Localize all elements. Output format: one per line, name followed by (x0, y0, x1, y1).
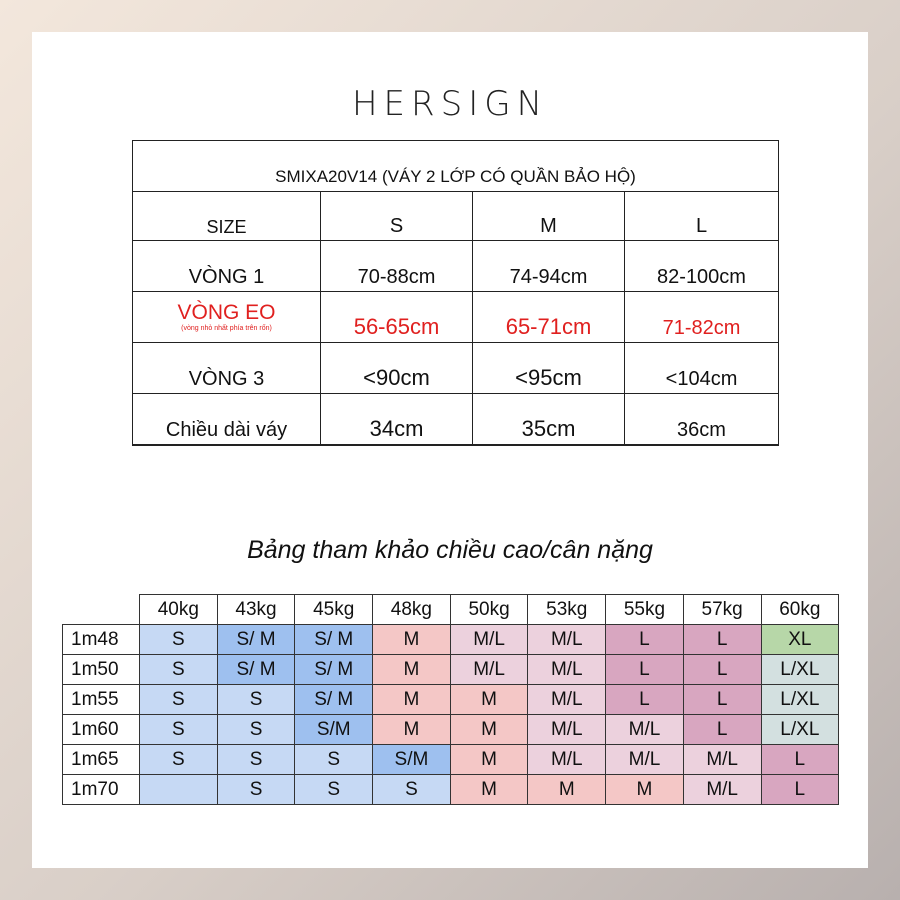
size-cell: M (450, 745, 528, 775)
height-label: 1m60 (63, 715, 140, 745)
size-cell: L (683, 625, 761, 655)
waist-l: 71-82cm (625, 292, 779, 343)
size-cell: L (761, 775, 839, 805)
size-cell: XL (761, 625, 839, 655)
height-label: 1m55 (63, 685, 140, 715)
hip-l: <104cm (625, 343, 779, 394)
weight-header: 40kg (140, 595, 218, 625)
size-cell: M (606, 775, 684, 805)
size-cell: M (373, 685, 451, 715)
size-cell: M/L (528, 715, 606, 745)
length-row (133, 394, 779, 446)
size-cell: M (528, 775, 606, 805)
size-cell: M (450, 775, 528, 805)
weight-header: 48kg (373, 595, 451, 625)
size-header-row (133, 192, 779, 241)
height-label: 1m50 (63, 655, 140, 685)
size-cell (140, 775, 218, 805)
height-row-1m48 (63, 625, 839, 655)
waist-row (133, 292, 779, 343)
bust-l: 82-100cm (625, 241, 779, 292)
waist-label: VÒNG EO (177, 300, 276, 324)
waist-m: 65-71cm (473, 292, 625, 343)
weight-header-row (63, 595, 839, 625)
size-cell: L/XL (761, 655, 839, 685)
height-row-1m70 (63, 775, 839, 805)
size-cell: M (373, 655, 451, 685)
size-cell: M (450, 685, 528, 715)
weight-header: 45kg (295, 595, 373, 625)
size-cell: M/L (450, 655, 528, 685)
size-header-s: S (321, 192, 473, 241)
size-cell: S/ M (217, 655, 295, 685)
size-cell: S (217, 775, 295, 805)
size-cell: M/L (528, 745, 606, 775)
length-m: 35cm (473, 394, 625, 446)
size-cell: M (373, 625, 451, 655)
size-cell: S (140, 715, 218, 745)
corner-cell (63, 595, 140, 625)
size-cell: S (140, 745, 218, 775)
size-cell: L (683, 655, 761, 685)
size-cell: L (761, 745, 839, 775)
bust-s: 70-88cm (321, 241, 473, 292)
size-cell: M/L (606, 715, 684, 745)
waist-note: (vòng nhỏ nhất phía trên rốn) (181, 325, 272, 333)
size-header-l: L (625, 192, 779, 241)
weight-header: 50kg (450, 595, 528, 625)
size-cell: M/L (683, 745, 761, 775)
reference-subtitle: Bảng tham khảo chiều cao/cân nặng (247, 536, 653, 564)
size-cell: M/L (606, 745, 684, 775)
height-label: 1m70 (63, 775, 140, 805)
size-cell: L (683, 715, 761, 745)
size-cell: M/L (528, 685, 606, 715)
size-cell: L/XL (761, 685, 839, 715)
page-card (32, 32, 868, 868)
height-row-1m55 (63, 685, 839, 715)
size-cell: M/L (450, 625, 528, 655)
size-cell: S (295, 745, 373, 775)
size-cell: S/ M (295, 655, 373, 685)
size-cell: S (217, 745, 295, 775)
weight-header: 55kg (606, 595, 684, 625)
height-weight-table (62, 594, 839, 805)
size-cell: L (606, 655, 684, 685)
height-label: 1m48 (63, 625, 140, 655)
size-cell: S (373, 775, 451, 805)
height-row-1m65 (63, 745, 839, 775)
waist-label-cell (133, 292, 321, 343)
bust-label: VÒNG 1 (133, 241, 321, 292)
weight-header: 43kg (217, 595, 295, 625)
brand-logo: HERSIGN (351, 84, 549, 124)
size-cell: L (606, 625, 684, 655)
size-chart-title: SMIXA20V14 (VÁY 2 LỚP CÓ QUẦN BẢO HỘ) (133, 141, 779, 192)
size-cell: S/ M (217, 625, 295, 655)
size-chart-title-row (133, 141, 779, 192)
size-chart-table (132, 140, 779, 446)
size-cell: L (606, 685, 684, 715)
size-cell: M/L (528, 655, 606, 685)
height-label: 1m65 (63, 745, 140, 775)
size-cell: S (140, 685, 218, 715)
height-row-1m60 (63, 715, 839, 745)
size-cell: S/M (295, 715, 373, 745)
size-cell: S/M (373, 745, 451, 775)
hip-s: <90cm (321, 343, 473, 394)
size-header-m: M (473, 192, 625, 241)
size-cell: M (373, 715, 451, 745)
height-row-1m50 (63, 655, 839, 685)
hip-row (133, 343, 779, 394)
length-s: 34cm (321, 394, 473, 446)
size-cell: S/ M (295, 685, 373, 715)
hip-label: VÒNG 3 (133, 343, 321, 394)
size-cell: L/XL (761, 715, 839, 745)
weight-header: 53kg (528, 595, 606, 625)
weight-header: 60kg (761, 595, 839, 625)
size-cell: S (217, 715, 295, 745)
size-cell: L (683, 685, 761, 715)
size-cell: S (295, 775, 373, 805)
hip-m: <95cm (473, 343, 625, 394)
size-cell: S (140, 655, 218, 685)
size-header-label: SIZE (133, 192, 321, 241)
length-l: 36cm (625, 394, 779, 446)
length-label: Chiều dài váy (133, 394, 321, 446)
waist-s: 56-65cm (321, 292, 473, 343)
size-cell: M (450, 715, 528, 745)
bust-row (133, 241, 779, 292)
bust-m: 74-94cm (473, 241, 625, 292)
size-cell: M/L (683, 775, 761, 805)
size-cell: S (140, 625, 218, 655)
size-cell: M/L (528, 625, 606, 655)
weight-header: 57kg (683, 595, 761, 625)
size-cell: S (217, 685, 295, 715)
size-cell: S/ M (295, 625, 373, 655)
